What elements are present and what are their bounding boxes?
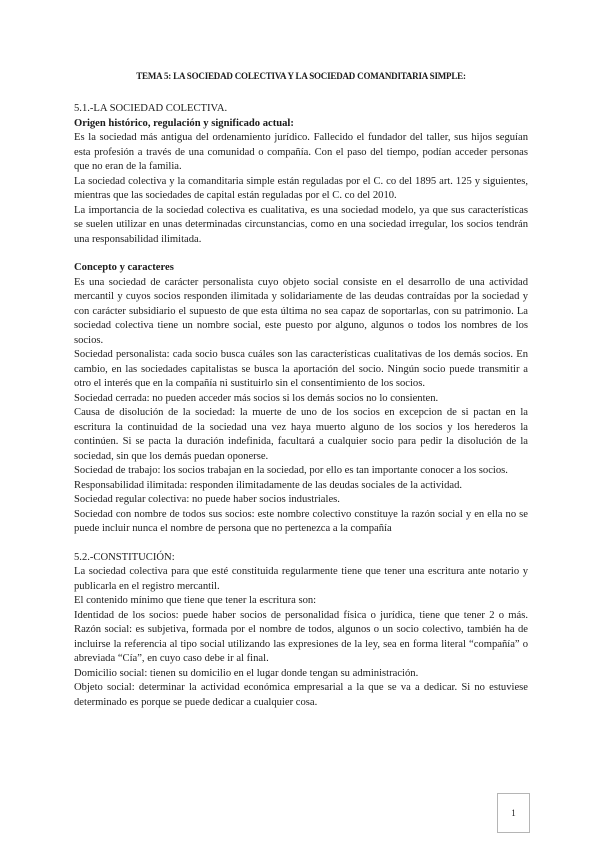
- document-page: [74, 70, 528, 710]
- paragraph: Causa de disolución de la sociedad: la muerte de uno de los socios en excepcion de si pactan en la escritura la continuidad de la sociedad una vez haya muerto alguno de los socios y los herederos la continúen. Si se pacta la duración indefinida, facultará a cualquier socio para pedir la disolución de la sociedad, sin que los demás puedan oponerse.: [74, 407, 528, 462]
- paragraph: Sociedad de trabajo: los socios trabajan en la sociedad, por ello es tan importante conocer a los socios.: [74, 465, 508, 476]
- section-sociedad-colectiva: [74, 102, 528, 247]
- paragraph: Sociedad regular colectiva: no puede haber socios industriales.: [74, 494, 340, 505]
- page-number-box: [497, 793, 530, 833]
- paragraph: Domicilio social: tienen su domicilio en el lugar donde tengan su administración.: [74, 667, 419, 679]
- section-subheading: Origen histórico, regulación y significado actual:: [74, 117, 294, 129]
- paragraph: Es la sociedad más antigua del ordenamiento jurídico. Fallecido el fundador del taller, sus hijos seguían esta profesión a través de una comunidad o compañía. Con el paso del tiempo, podían acceder personas que no eran de la familia.: [74, 132, 528, 172]
- section-heading: 5.1.-LA SOCIEDAD COLECTIVA.: [74, 103, 228, 114]
- paragraph: El contenido mínimo que tiene que tener la escritura son:: [74, 595, 317, 606]
- paragraph: La importancia de la sociedad colectiva es cualitativa, es una sociedad modelo, ya que sus características se suelen utilizar en unas determinadas circunstancias, como en una sociedad irregular, los socios tendrán una responsabilidad ilimitada.: [74, 204, 528, 245]
- paragraph: Identidad de los socios: puede haber socios de personalidad física o jurídica, tiene que tener 2 o más. Razón social: es subjetiva, formada por el nombre de todos, algunos o un socio colectivo, también ha de incluirse la referencia al tipo social utilizando las expresiones de la ley, sea en forma literal “compañía” o abreviada “Cía”, en cuyo caso debe ir al final.: [74, 609, 528, 664]
- section-heading: Concepto y caracteres: [74, 262, 174, 273]
- paragraph: Responsabilidad ilimitada: responden ilimitadamente de las deudas sociales de la actividad.: [74, 479, 463, 491]
- section-heading: 5.2.-CONSTITUCIÓN:: [74, 551, 175, 563]
- section-constitucion: [74, 551, 528, 711]
- paragraph: Es una sociedad de carácter personalista cuyo objeto social consiste en el desarrollo de una actividad mercantil y cuyos socios responden ilimitada y solidariamente de las deudas contraídas por la sociedad y con carácter subsidiario el supuesto de que esta última no sea capaz de soportarlas, con su patrimonio. La sociedad colectiva tiene un nombre social, este puesto por alguno, algunos o todos los nombres de los socios.: [74, 276, 528, 346]
- paragraph: Sociedad personalista: cada socio busca cuáles son las características cualitativas de los demás socios. En cambio, en las sociedades capitalistas se busca la aportación del socio. Ningún socio puede transmitir a otro el interés que en la compañía ni sustituirlo sin el consentimiento de los socios.: [74, 349, 528, 389]
- page-number: 1: [511, 808, 516, 818]
- section-concepto-caracteres: [74, 261, 528, 537]
- paragraph: Sociedad cerrada: no pueden acceder más socios si los demás socios no lo consienten.: [74, 392, 439, 404]
- paragraph: Objeto social: determinar la actividad económica empresarial a la que se va a dedicar. Si no estuviese determinado es porque se puede dedicar a cualquier cosa.: [74, 682, 528, 708]
- paragraph: Sociedad con nombre de todos sus socios: este nombre colectivo constituye la razón social y en ella no se puede incluir nunca el nombre de persona que no pertenezca a la compañía: [74, 508, 528, 534]
- paragraph: La sociedad colectiva para que esté constituida regularmente tiene que tener una escritura ante notario y publicarla en el registro mercantil.: [74, 566, 528, 592]
- paragraph: La sociedad colectiva y la comanditaria simple están reguladas por el C. co del 1895 art. 125 y siguientes, mientras que las sociedades de capital están reguladas por el C. co del 2010.: [74, 175, 528, 201]
- document-title: TEMA 5: LA SOCIEDAD COLECTIVA Y LA SOCIEDAD COMANDITARIA SIMPLE:: [136, 71, 466, 81]
